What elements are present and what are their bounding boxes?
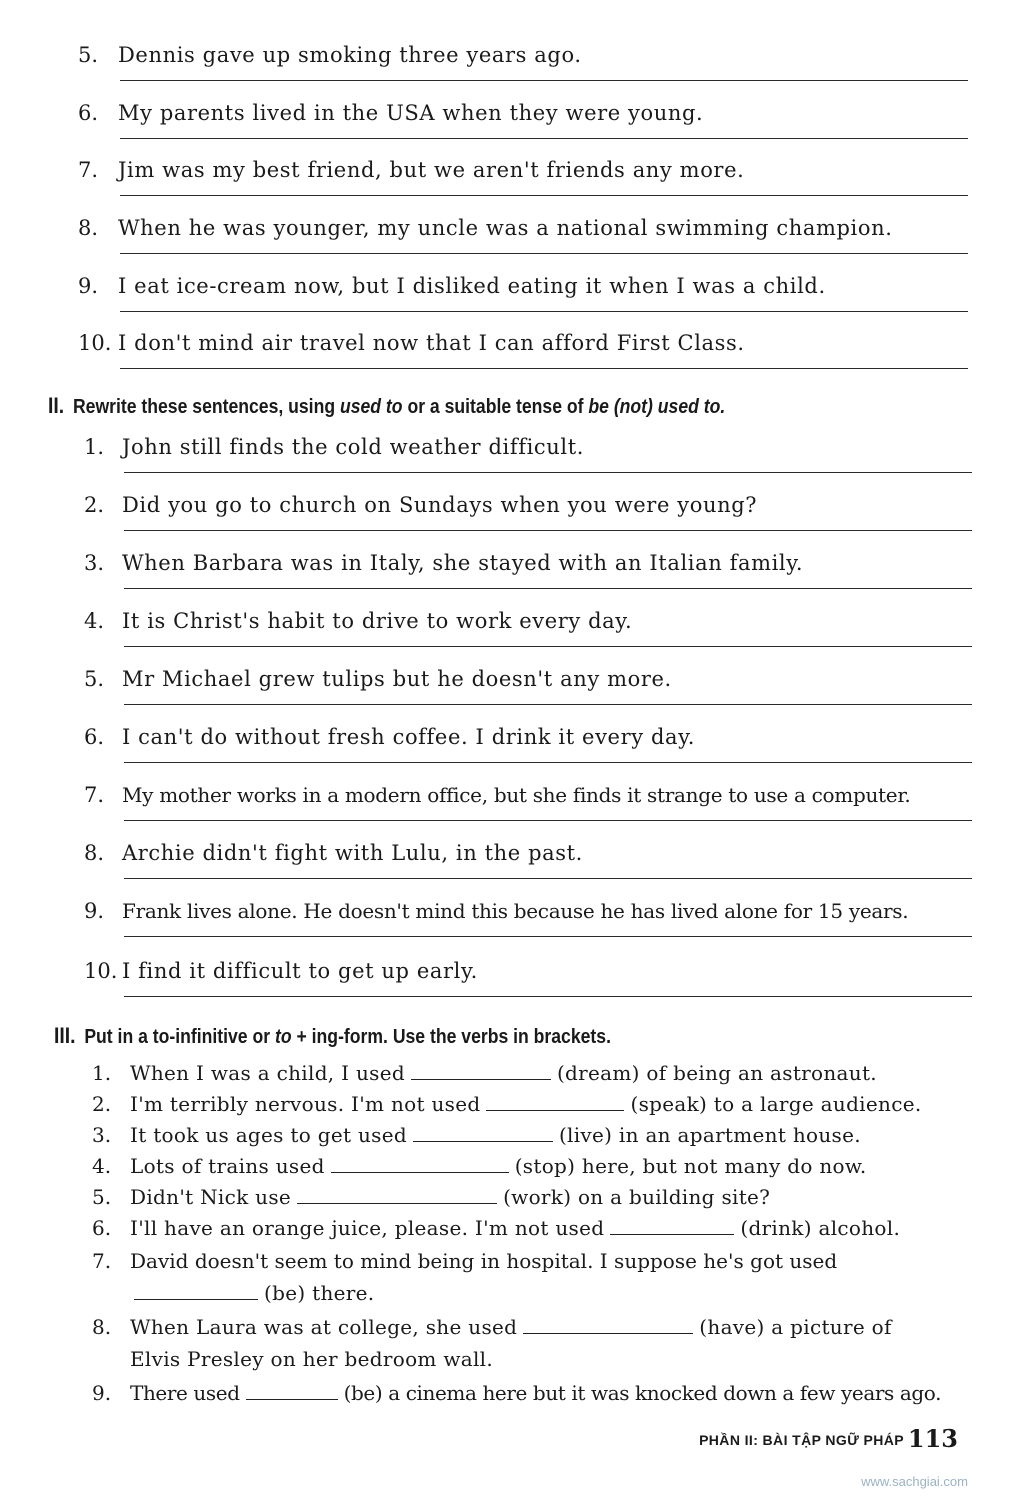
item-text: (be) there. bbox=[264, 1281, 375, 1305]
answer-line bbox=[120, 138, 968, 139]
item-number: 7. bbox=[78, 158, 99, 182]
item-text: Archie didn't fight with Lulu, in the past. bbox=[122, 841, 583, 865]
item-number: 8. bbox=[78, 216, 99, 240]
item-number: 5. bbox=[92, 1185, 112, 1209]
item-text: I eat ice-cream now, but I disliked eating it when I was a child. bbox=[118, 274, 826, 298]
item-number: 4. bbox=[92, 1154, 112, 1178]
item-number: 8. bbox=[92, 1315, 112, 1339]
item-number: 10. bbox=[84, 959, 118, 983]
site-url: www.sachgiai.com bbox=[861, 1474, 968, 1489]
item-text: I can't do without fresh coffee. I drink it every day. bbox=[122, 725, 696, 749]
answer-line bbox=[120, 195, 968, 196]
item-number: 6. bbox=[84, 725, 105, 749]
item-text: Did you go to church on Sundays when you were young? bbox=[122, 493, 758, 517]
answer-line bbox=[120, 311, 968, 312]
exercise1-item bbox=[0, 155, 1024, 195]
answer-blank[interactable] bbox=[486, 1092, 624, 1111]
section2-heading bbox=[48, 392, 725, 421]
item-number: 2. bbox=[84, 493, 105, 517]
answer-line bbox=[124, 996, 972, 997]
item-number: 6. bbox=[78, 101, 99, 125]
item-text: Didn't Nick use bbox=[130, 1185, 292, 1209]
item-number: 9. bbox=[92, 1381, 112, 1405]
exercise2-item bbox=[0, 664, 1024, 704]
item-text: (work) on a building site? bbox=[503, 1185, 771, 1209]
item-number: 6. bbox=[92, 1216, 112, 1240]
heading-emphasis: used to bbox=[339, 396, 403, 418]
item-number: 8. bbox=[84, 841, 105, 865]
exercise2-item bbox=[0, 548, 1024, 588]
item-text: I'm terribly nervous. I'm not used bbox=[130, 1092, 481, 1116]
answer-blank[interactable] bbox=[523, 1315, 693, 1334]
exercise1-item bbox=[0, 328, 1024, 368]
exercise2-item bbox=[0, 490, 1024, 530]
answer-line bbox=[120, 368, 968, 369]
exercise1-item bbox=[0, 98, 1024, 138]
heading-text: Put in a to-infinitive or bbox=[84, 1026, 275, 1048]
answer-line bbox=[124, 472, 972, 473]
item-number: 9. bbox=[78, 274, 99, 298]
answer-line bbox=[124, 704, 972, 705]
item-number: 7. bbox=[92, 1249, 112, 1273]
item-number: 5. bbox=[78, 43, 99, 67]
answer-line bbox=[124, 646, 972, 647]
answer-blank[interactable] bbox=[297, 1185, 497, 1204]
item-text: When Laura was at college, she used bbox=[130, 1315, 518, 1339]
item-number: 7. bbox=[84, 783, 105, 807]
item-text: It is Christ's habit to drive to work every day. bbox=[122, 609, 633, 633]
answer-line bbox=[124, 762, 972, 763]
answer-blank[interactable] bbox=[246, 1381, 338, 1400]
heading-text: Rewrite these sentences, using bbox=[72, 396, 340, 418]
item-text: I don't mind air travel now that I can afford First Class. bbox=[118, 331, 745, 355]
item-text: Dennis gave up smoking three years ago. bbox=[118, 43, 582, 67]
heading-text: or a suitable tense of bbox=[402, 396, 589, 418]
item-number: 5. bbox=[84, 667, 105, 691]
item-text: I'll have an orange juice, please. I'm not used bbox=[130, 1216, 605, 1240]
item-number: 3. bbox=[84, 551, 105, 575]
section3-heading bbox=[54, 1022, 611, 1051]
answer-line bbox=[124, 878, 972, 879]
answer-blank[interactable] bbox=[134, 1281, 258, 1300]
exercise2-item bbox=[0, 780, 1024, 820]
exercise2-item bbox=[0, 896, 1024, 936]
item-text: There used bbox=[130, 1381, 240, 1405]
heading-text: + ing-form. Use the verbs in brackets. bbox=[291, 1026, 611, 1048]
answer-line bbox=[124, 588, 972, 589]
item-text: Frank lives alone. He doesn't mind this because he has lived alone for 15 years. bbox=[122, 899, 909, 923]
section-numeral: III. bbox=[54, 1023, 76, 1048]
exercise1-item bbox=[0, 213, 1024, 253]
item-text: (have) a picture of bbox=[699, 1315, 892, 1339]
answer-line bbox=[124, 530, 972, 531]
answer-line bbox=[124, 820, 972, 821]
item-text: (dream) of being an astronaut. bbox=[556, 1061, 877, 1085]
item-number: 1. bbox=[92, 1061, 112, 1085]
item-text: It took us ages to get used bbox=[130, 1123, 407, 1147]
answer-line bbox=[120, 80, 968, 81]
item-text: Jim was my best friend, but we aren't friends any more. bbox=[118, 158, 745, 182]
exercise2-item bbox=[0, 838, 1024, 878]
item-number: 4. bbox=[84, 609, 105, 633]
item-text: (stop) here, but not many do now. bbox=[514, 1154, 867, 1178]
answer-blank[interactable] bbox=[411, 1061, 551, 1080]
exercise1-item bbox=[0, 271, 1024, 311]
heading-emphasis: be (not) used to. bbox=[588, 396, 726, 418]
answer-blank[interactable] bbox=[331, 1154, 509, 1173]
exercise2-item bbox=[0, 606, 1024, 646]
answer-blank[interactable] bbox=[610, 1216, 734, 1235]
section-numeral: II. bbox=[48, 393, 65, 418]
item-text: (live) in an apartment house. bbox=[558, 1123, 861, 1147]
item-text: When Barbara was in Italy, she stayed with an Italian family. bbox=[122, 551, 804, 575]
item-number: 1. bbox=[84, 435, 105, 459]
item-number: 9. bbox=[84, 899, 105, 923]
footer-label: PHẦN II: BÀI TẬP NGỮ PHÁP bbox=[699, 1432, 904, 1448]
item-text: (speak) to a large audience. bbox=[630, 1092, 922, 1116]
item-number: 10. bbox=[78, 331, 112, 355]
item-text: When I was a child, I used bbox=[130, 1061, 405, 1085]
exercise2-item bbox=[0, 956, 1024, 996]
item-text: David doesn't seem to mind being in hospital. I suppose he's got used bbox=[130, 1249, 838, 1273]
answer-line bbox=[120, 253, 968, 254]
item-text: (be) a cinema here but it was knocked down a few years ago. bbox=[343, 1381, 942, 1405]
item-text: Lots of trains used bbox=[130, 1154, 325, 1178]
item-text: My mother works in a modern office, but she finds it strange to use a computer. bbox=[122, 783, 911, 807]
item-text: Mr Michael grew tulips but he doesn't any more. bbox=[122, 667, 672, 691]
exercise2-item bbox=[0, 432, 1024, 472]
answer-line bbox=[124, 936, 972, 937]
page-footer bbox=[568, 1420, 988, 1460]
exercise1-item bbox=[0, 40, 1024, 80]
item-text: I find it difficult to get up early. bbox=[122, 959, 478, 983]
item-text: When he was younger, my uncle was a national swimming champion. bbox=[118, 216, 893, 240]
item-text: Elvis Presley on her bedroom wall. bbox=[130, 1347, 494, 1371]
page-number: 113 bbox=[907, 1424, 958, 1453]
exercise2-item bbox=[0, 722, 1024, 762]
item-text: My parents lived in the USA when they were young. bbox=[118, 101, 704, 125]
item-text: John still finds the cold weather difficult. bbox=[122, 435, 585, 459]
heading-emphasis: to bbox=[274, 1026, 292, 1048]
answer-blank[interactable] bbox=[413, 1123, 553, 1142]
item-text: (drink) alcohol. bbox=[740, 1216, 901, 1240]
item-number: 3. bbox=[92, 1123, 112, 1147]
item-number: 2. bbox=[92, 1092, 112, 1116]
